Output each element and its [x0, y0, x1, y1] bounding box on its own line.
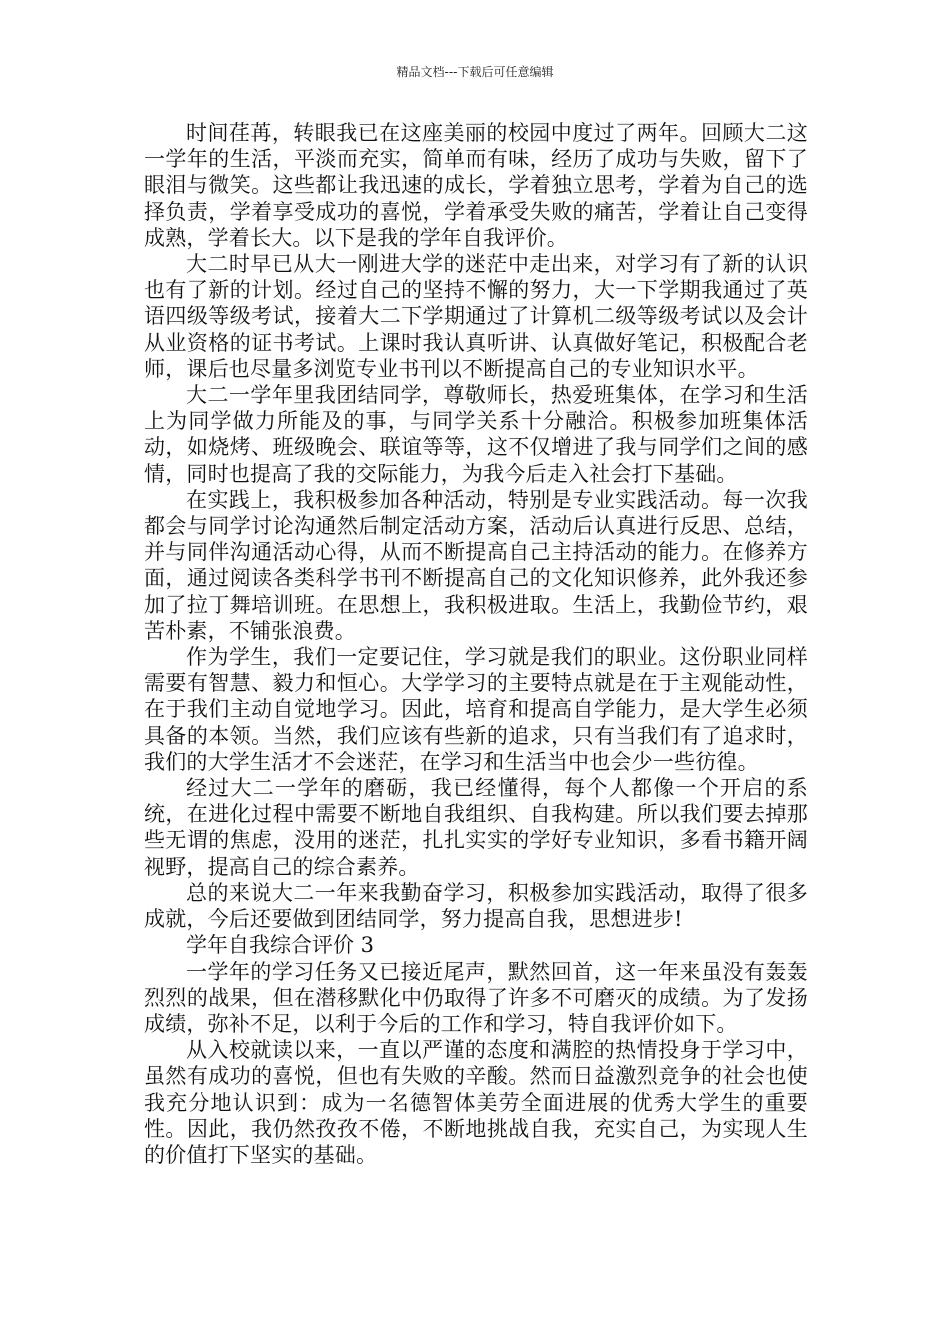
paragraph: 大二一学年里我团结同学，尊敬师长，热爱班集体，在学习和生活上为同学做力所能及的事，与同学关系十分融洽。积极参加班集体活动，如烧烤、班级晚会、联谊等等，这不仅增进了我与同学们之间的感情，同时也提高了我的交际能力，为我今后走入社会打下基础。	[144, 383, 808, 486]
document-body	[144, 120, 808, 1168]
paragraph: 总的来说大二一年来我勤奋学习，积极参加实践活动，取得了很多成就，今后还要做到团结同学，努力提高自我，思想进步!	[144, 880, 808, 932]
paragraph: 大二时早已从大一刚进大学的迷茫中走出来，对学习有了新的认识也有了新的计划。经过自己的坚持不懈的努力，大一下学期我通过了英语四级等级考试，接着大二下学期通过了计算机二级等级考试以及会计从业资格的证书考试。上课时我认真听讲、认真做好笔记，积极配合老师，课后也尽量多浏览专业书刊以不断提高自己的专业知识水平。	[144, 252, 808, 381]
paragraph: 作为学生，我们一定要记住，学习就是我们的职业。这份职业同样需要有智慧、毅力和恒心。大学学习的主要特点就是在于主观能动性，在于我们主动自觉地学习。因此，培育和提高自学能力，是大学生必须具备的本领。当然，我们应该有些新的追求，只有当我们有了追求时，我们的大学生活才不会迷茫，在学习和生活当中也会少一些彷徨。	[144, 645, 808, 774]
paragraph: 在实践上，我积极参加各种活动，特别是专业实践活动。每一次我都会与同学讨论沟通然后制定活动方案，活动后认真进行反思、总结，并与同伴沟通活动心得，从而不断提高自己主持活动的能力。在修养方面，通过阅读各类科学书刊不断提高自己的文化知识修养，此外我还参加了拉丁舞培训班。在思想上，我积极进取。生活上，我勤俭节约，艰苦朴素，不铺张浪费。	[144, 487, 808, 643]
page-header: 精品文档---下载后可任意编辑	[396, 65, 554, 79]
paragraph: 从入校就读以来，一直以严谨的态度和满腔的热情投身于学习中，虽然有成功的喜悦，但也有失败的辛酸。然而日益激烈竞争的社会也使我充分地认识到：成为一名德智体美劳全面进展的优秀大学生的重要性。因此，我仍然孜孜不倦，不断地挑战自我，充实自己，为实现人生的价值打下坚实的基础。	[144, 1038, 808, 1167]
paragraph: 经过大二一学年的磨砺，我已经懂得，每个人都像一个开启的系统，在进化过程中需要不断地自我组织、自我构建。所以我们要去掉那些无谓的焦虑，没用的迷茫，扎扎实实的学好专业知识，多看书籍开阔视野，提高自己的综合素养。	[144, 776, 808, 879]
paragraph: 一学年的学习任务又已接近尾声，默然回首，这一年来虽没有轰轰烈烈的战果，但在潜移默化中仍取得了许多不可磨灭的成绩。为了发扬成绩，弥补不足，以利于今后的工作和学习，特自我评价如下。	[144, 959, 808, 1036]
section-title: 学年自我综合评价 3	[186, 933, 375, 958]
paragraph: 时间荏苒，转眼我已在这座美丽的校园中度过了两年。回顾大二这一学年的生活，平淡而充实，简单而有味，经历了成功与失败，留下了眼泪与微笑。这些都让我迅速的成长，学着独立思考，学着为自己的选择负责，学着享受成功的喜悦，学着承受失败的痛苦，学着让自己变得成熟，学着长大。以下是我的学年自我评价。	[144, 121, 808, 250]
